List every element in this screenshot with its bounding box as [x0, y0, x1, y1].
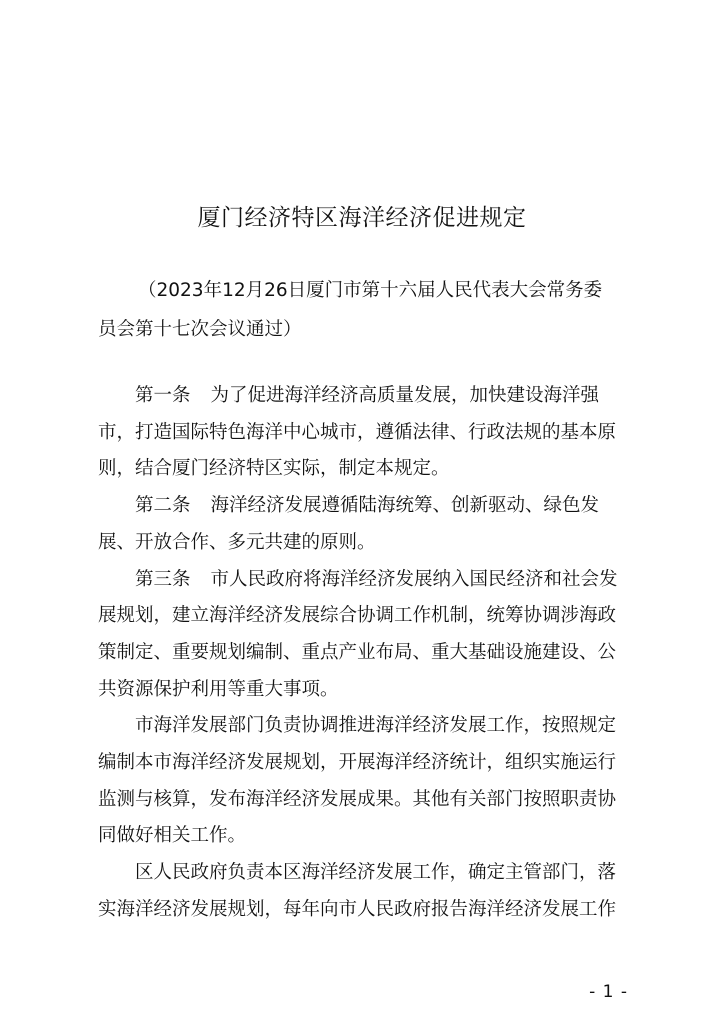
- paragraph-line: 策制定、重要规划编制、重点产业布局、重大基础设施建设、公: [98, 641, 617, 663]
- article-2: [98, 488, 646, 561]
- paragraph-line: 市，打造国际特色海洋中心城市，遵循法律、行政法规的基本原: [98, 421, 617, 443]
- paragraph-line: 实海洋经济发展规划，每年向市人民政府报告海洋经济发展工作: [98, 898, 617, 920]
- paragraph-text: 海洋经济发展遵循陆海统筹、创新驱动、绿色发: [210, 495, 600, 517]
- paragraph-line: [98, 378, 646, 415]
- adoption-note-line: 员会第十七次会议通过）: [98, 319, 302, 340]
- paragraph-line: 展规划，建立海洋经济发展综合协调工作机制，统筹协调涉海政: [98, 605, 617, 627]
- article-3: [98, 562, 646, 709]
- article-3-paragraph-2: [98, 708, 646, 855]
- paragraph-line: [98, 562, 646, 599]
- article-label: 第三条: [135, 568, 191, 590]
- adoption-note-line: （2023年12月26日厦门市第十六届人民代表大会常务委: [138, 280, 603, 301]
- paragraph-line: 展、开放合作、多元共建的原则。: [98, 531, 376, 553]
- paragraph-line: [98, 488, 646, 525]
- paragraph-text: 为了促进海洋经济高质量发展，加快建设海洋强: [210, 385, 600, 406]
- paragraph-line: 则，结合厦门经济特区实际，制定本规定。: [98, 458, 450, 480]
- paragraph-line: 监测与核算，发布海洋经济发展成果。其他有关部门按照职责协: [98, 788, 617, 810]
- paragraph-line: 共资源保护利用等重大事项。: [98, 678, 339, 700]
- paragraph-line: 市海洋发展部门负责协调推进海洋经济发展工作，按照规定: [135, 715, 617, 737]
- paragraph-line: 同做好相关工作。: [98, 825, 247, 847]
- article-label: 第二条: [135, 495, 191, 517]
- article-label: 第一条: [135, 385, 191, 406]
- document-title: 厦门经济特区海洋经济促进规定: [197, 205, 527, 231]
- page-number: - 1 -: [589, 982, 628, 1002]
- paragraph-line: 区人民政府负责本区海洋经济发展工作，确定主管部门，落: [135, 862, 617, 884]
- paragraph-text: 市人民政府将海洋经济发展纳入国民经济和社会发: [210, 568, 618, 590]
- article-1: [98, 378, 646, 488]
- document-body: [98, 378, 646, 929]
- paragraph-line: 编制本市海洋经济发展规划，开展海洋经济统计，组织实施运行: [98, 752, 617, 774]
- adoption-note: [98, 271, 618, 349]
- article-3-paragraph-3: [98, 855, 646, 928]
